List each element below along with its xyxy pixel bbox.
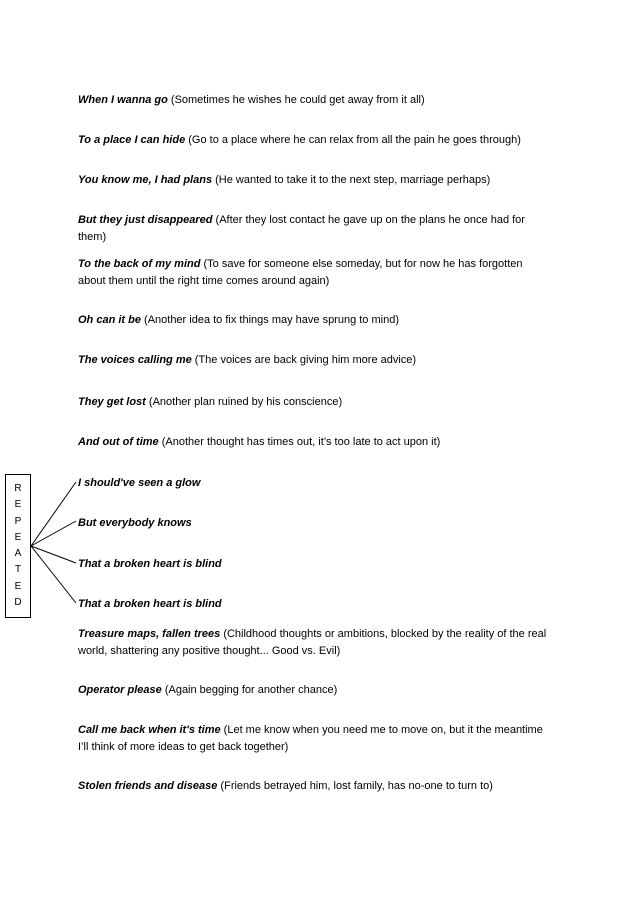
repeated-letter: D: [14, 596, 22, 608]
lyric-text: To the back of my mind: [78, 258, 201, 270]
lyric-note: (Friends betrayed him, lost family, has no-one to turn to): [217, 780, 493, 792]
lyric-text: Oh can it be: [78, 314, 141, 326]
lyric-text: When I wanna go: [78, 94, 168, 106]
lyric-line-8: [78, 394, 548, 411]
lyric-text: The voices calling me: [78, 354, 192, 366]
connector-line-3: [31, 546, 76, 563]
lyric-line-17: [78, 778, 548, 795]
lyric-text: That a broken heart is blind: [78, 558, 222, 570]
lyric-note: (Again begging for another chance): [161, 684, 338, 696]
lyric-note: (After they lost contact he gave up on the plans he once had for them): [78, 214, 525, 243]
lyric-line-5: [78, 256, 548, 290]
lyric-note: (Another plan ruined by his conscience): [145, 396, 343, 408]
repeated-letter: R: [14, 483, 22, 495]
lyric-text: To a place I can hide: [78, 134, 186, 146]
repeated-letter: A: [14, 548, 22, 560]
repeated-letter: P: [14, 515, 22, 527]
lyric-note: (Another idea to fix things may have sprung to mind): [140, 314, 399, 326]
connector-line-4: [31, 546, 76, 603]
lyric-note: (Sometimes he wishes he could get away from it all): [167, 94, 425, 106]
repeated-letter: E: [14, 499, 22, 511]
lyric-text: And out of time: [78, 436, 159, 448]
lyric-line-11: [78, 515, 548, 532]
connector-line-1: [31, 482, 76, 546]
lyric-text: Operator please: [78, 684, 162, 696]
lyric-text: I should've seen a glow: [78, 477, 201, 489]
lyric-line-10: [78, 475, 548, 492]
lyric-text: But they just disappeared: [78, 214, 213, 226]
repeated-letter: E: [14, 580, 22, 592]
lyric-note: (Another thought has times out, it’s too late to act upon it): [158, 436, 441, 448]
lyric-line-3: [78, 172, 548, 189]
lyric-line-13: [78, 596, 548, 613]
repeated-letter: E: [14, 531, 22, 543]
lyric-note: (Let me know when you need me to move on, but it the meantime I’ll think of more ideas to get back together): [78, 724, 543, 753]
lyric-text: Treasure maps, fallen trees: [78, 628, 221, 640]
lyric-note: (He wanted to take it to the next step, marriage perhaps): [212, 174, 491, 186]
lyric-text: But everybody knows: [78, 517, 192, 529]
lyric-note: (The voices are back giving him more advice): [191, 354, 417, 366]
repeated-label-box: [5, 474, 31, 618]
connector-line-2: [31, 521, 76, 546]
lyric-line-7: [78, 352, 548, 369]
lyric-text: Stolen friends and disease: [78, 780, 218, 792]
lyric-text: That a broken heart is blind: [78, 598, 222, 610]
repeated-letter: T: [14, 564, 22, 576]
lyric-line-4: [78, 212, 548, 246]
lyric-line-14: [78, 626, 548, 660]
lyric-line-6: [78, 312, 548, 329]
lyric-note: (Childhood thoughts or ambitions, blocked by the reality of the real world, shattering any positive thought... Good vs. Evil): [78, 628, 547, 657]
lyric-line-15: [78, 682, 548, 699]
lyric-note: (To save for someone else someday, but for now he has forgotten about them until the right time comes around again): [78, 258, 523, 287]
lyric-text: You know me, I had plans: [78, 174, 213, 186]
lyric-line-9: [78, 434, 548, 451]
lyric-line-1: [78, 92, 548, 109]
lyric-line-12: [78, 556, 548, 573]
lyric-line-16: [78, 722, 548, 756]
lyric-text: Call me back when it's time: [78, 724, 221, 736]
lyric-text: They get lost: [78, 396, 146, 408]
lyric-line-2: [78, 132, 548, 149]
lyric-note: (Go to a place where he can relax from all the pain he goes through): [185, 134, 521, 146]
